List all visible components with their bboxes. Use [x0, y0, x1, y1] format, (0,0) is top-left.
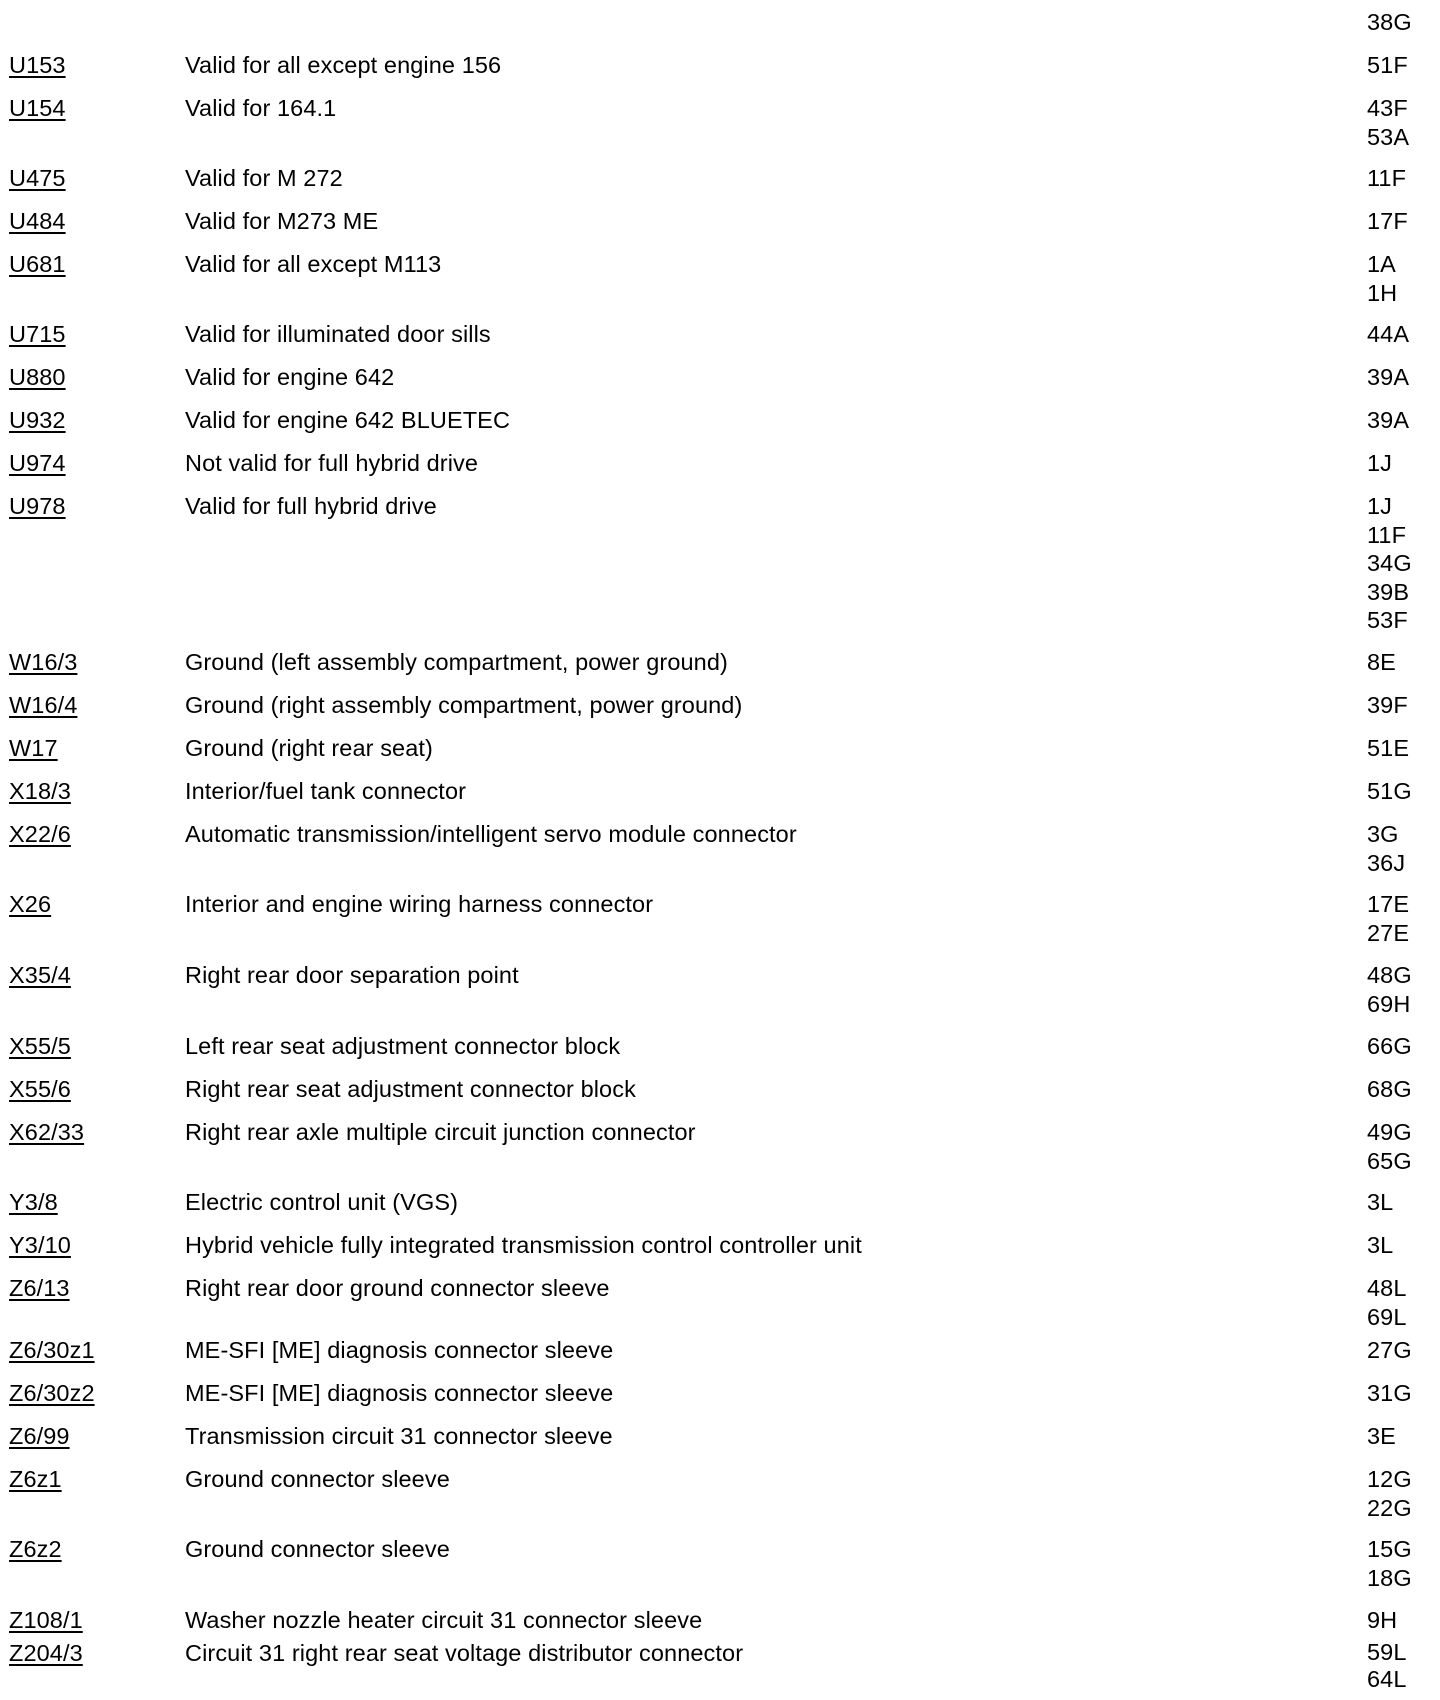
- component-description: Ground connector sleeve: [185, 1536, 450, 1562]
- component-code: [9, 961, 71, 990]
- component-description: Valid for illuminated door sills: [185, 321, 491, 347]
- component-description: Electric control unit (VGS): [185, 1189, 459, 1215]
- grid-ref[interactable]: 66G: [1367, 1033, 1412, 1059]
- component-code-link[interactable]: Z6/30z2: [9, 1380, 95, 1406]
- grid-ref[interactable]: 3E: [1367, 1423, 1396, 1449]
- grid-ref[interactable]: 1A: [1367, 251, 1396, 277]
- grid-ref[interactable]: 1H: [1367, 279, 1398, 306]
- grid-ref[interactable]: 39F: [1367, 692, 1408, 718]
- component-description: Valid for engine 642: [185, 364, 395, 390]
- grid-ref[interactable]: 59L: [1367, 1639, 1407, 1665]
- component-code: [9, 1075, 71, 1104]
- grid-ref[interactable]: 69L: [1367, 1303, 1407, 1330]
- component-code-link[interactable]: U715: [9, 321, 66, 347]
- grid-refs: [1367, 207, 1408, 236]
- grid-refs: [1367, 1231, 1393, 1260]
- grid-ref[interactable]: 49G: [1367, 1119, 1412, 1145]
- component-code: [9, 1422, 70, 1451]
- component-code-link[interactable]: Z6/30z1: [9, 1337, 95, 1363]
- grid-ref[interactable]: 39A: [1367, 364, 1410, 390]
- component-code: [9, 320, 66, 349]
- grid-refs: [1367, 1422, 1396, 1451]
- component-code-link[interactable]: Z204/3: [9, 1640, 83, 1666]
- grid-ref[interactable]: 31G: [1367, 1380, 1412, 1406]
- grid-refs: [1367, 8, 1412, 37]
- grid-ref[interactable]: 3L: [1367, 1232, 1394, 1258]
- component-description: ME-SFI [ME] diagnosis connector sleeve: [185, 1337, 614, 1363]
- component-code-link[interactable]: U880: [9, 364, 66, 390]
- component-code: [9, 691, 77, 720]
- grid-ref[interactable]: 68G: [1367, 1076, 1412, 1102]
- grid-ref[interactable]: 22G: [1367, 1494, 1412, 1521]
- component-code-link[interactable]: Z6/99: [9, 1423, 70, 1449]
- component-code-link[interactable]: U681: [9, 251, 66, 277]
- grid-refs: [1367, 164, 1406, 193]
- component-description: Valid for full hybrid drive: [185, 493, 437, 519]
- grid-ref[interactable]: 44A: [1367, 321, 1410, 347]
- component-description: Ground (left assembly compartment, power ground): [185, 649, 728, 675]
- component-description: Right rear door ground connector sleeve: [185, 1275, 610, 1301]
- grid-refs: [1367, 406, 1409, 435]
- component-description: Washer nozzle heater circuit 31 connector sleeve: [185, 1607, 703, 1633]
- component-code: [9, 94, 66, 123]
- grid-refs: [1367, 492, 1412, 635]
- component-code-link[interactable]: X18/3: [9, 778, 71, 804]
- grid-ref[interactable]: 1J: [1367, 493, 1393, 519]
- component-code-link[interactable]: X22/6: [9, 821, 71, 847]
- grid-ref[interactable]: 36J: [1367, 849, 1406, 876]
- component-code-link[interactable]: U154: [9, 95, 66, 121]
- component-code: [9, 890, 51, 919]
- grid-ref[interactable]: 17E: [1367, 891, 1410, 917]
- grid-refs: [1367, 1118, 1412, 1175]
- grid-ref[interactable]: 27G: [1367, 1337, 1412, 1363]
- component-code: [9, 1188, 58, 1217]
- grid-refs: [1367, 1535, 1412, 1592]
- component-description: Valid for engine 642 BLUETEC: [185, 407, 511, 433]
- grid-ref[interactable]: 15G: [1367, 1536, 1412, 1562]
- component-code-link[interactable]: Z6z1: [9, 1466, 62, 1492]
- component-code-link[interactable]: Z6/13: [9, 1275, 70, 1301]
- grid-refs: [1367, 1274, 1407, 1331]
- component-code-link[interactable]: X26: [9, 891, 52, 917]
- component-description: Hybrid vehicle fully integrated transmission control controller unit: [185, 1232, 862, 1258]
- component-description: Valid for all except engine 156: [185, 52, 502, 78]
- grid-refs: [1367, 1639, 1407, 1693]
- grid-ref[interactable]: 69H: [1367, 990, 1411, 1017]
- component-code: [9, 1606, 83, 1635]
- grid-ref[interactable]: 48G: [1367, 962, 1412, 988]
- grid-refs: [1367, 820, 1405, 877]
- component-code: [9, 820, 71, 849]
- component-code-link[interactable]: Z108/1: [9, 1607, 83, 1633]
- grid-refs: [1367, 1379, 1412, 1408]
- component-description: Ground (right assembly compartment, power ground): [185, 692, 743, 718]
- component-code-link[interactable]: W16/4: [9, 692, 78, 718]
- grid-ref[interactable]: 64L: [1367, 1666, 1407, 1692]
- component-code-link[interactable]: Y3/10: [9, 1232, 71, 1258]
- component-code-link[interactable]: X55/5: [9, 1033, 71, 1059]
- component-code: [9, 1231, 71, 1260]
- component-description: ME-SFI [ME] diagnosis connector sleeve: [185, 1380, 614, 1406]
- component-description: Interior and engine wiring harness connector: [185, 891, 654, 917]
- grid-ref[interactable]: 51E: [1367, 735, 1410, 761]
- grid-refs: [1367, 890, 1409, 947]
- grid-refs: [1367, 961, 1412, 1018]
- component-code: [9, 492, 66, 521]
- grid-ref[interactable]: 53A: [1367, 123, 1410, 150]
- grid-ref[interactable]: 39B: [1367, 578, 1410, 605]
- component-description: Valid for 164.1: [185, 95, 337, 121]
- grid-ref[interactable]: 34G: [1367, 550, 1412, 576]
- grid-refs: [1367, 250, 1397, 307]
- component-code-link[interactable]: U974: [9, 450, 66, 476]
- component-code-link[interactable]: Z6z2: [9, 1536, 62, 1562]
- grid-ref[interactable]: 11F: [1367, 521, 1407, 548]
- grid-ref[interactable]: 48L: [1367, 1275, 1407, 1301]
- component-code-link[interactable]: X35/4: [9, 962, 71, 988]
- grid-ref[interactable]: 43F: [1367, 95, 1408, 121]
- component-description: Transmission circuit 31 connector sleeve: [185, 1423, 613, 1449]
- component-description: Automatic transmission/intelligent servo module connector: [185, 821, 797, 847]
- component-code-link[interactable]: X62/33: [9, 1119, 85, 1145]
- component-description: Right rear axle multiple circuit junction connector: [185, 1119, 696, 1145]
- component-description: Interior/fuel tank connector: [185, 778, 467, 804]
- grid-refs: [1367, 320, 1409, 349]
- grid-ref[interactable]: 38G: [1367, 9, 1412, 35]
- grid-refs: [1367, 691, 1408, 720]
- grid-ref[interactable]: 11F: [1367, 165, 1407, 191]
- component-code: [9, 648, 77, 677]
- grid-refs: [1367, 1336, 1412, 1365]
- grid-refs: [1367, 777, 1412, 806]
- component-description: Right rear seat adjustment connector block: [185, 1076, 636, 1102]
- grid-ref[interactable]: 65G: [1367, 1147, 1412, 1174]
- grid-ref[interactable]: 39A: [1367, 407, 1410, 433]
- grid-refs: [1367, 51, 1408, 80]
- component-description: Circuit 31 right rear seat voltage distributor connector: [185, 1640, 744, 1666]
- grid-refs: [1367, 449, 1392, 478]
- component-code-link[interactable]: U475: [9, 165, 66, 191]
- grid-ref[interactable]: 18G: [1367, 1564, 1412, 1591]
- grid-ref[interactable]: 17F: [1367, 208, 1408, 234]
- grid-refs: [1367, 363, 1409, 392]
- component-code: [9, 1379, 95, 1408]
- grid-ref[interactable]: 3G: [1367, 821, 1399, 847]
- grid-ref[interactable]: 27E: [1367, 919, 1410, 946]
- grid-refs: [1367, 1075, 1412, 1104]
- component-code: [9, 207, 66, 236]
- component-description: Not valid for full hybrid drive: [185, 450, 479, 476]
- component-code-link[interactable]: U932: [9, 407, 66, 433]
- component-description: Ground (right rear seat): [185, 735, 433, 761]
- grid-ref[interactable]: 12G: [1367, 1466, 1412, 1492]
- component-code-link[interactable]: Y3/8: [9, 1189, 58, 1215]
- component-code: [9, 363, 66, 392]
- grid-refs: [1367, 94, 1409, 151]
- grid-ref[interactable]: 1J: [1367, 450, 1393, 476]
- component-code: [9, 164, 66, 193]
- component-code-link[interactable]: U153: [9, 52, 66, 78]
- component-code: [9, 1535, 62, 1564]
- component-description: Valid for M273 ME: [185, 208, 379, 234]
- component-description: Ground connector sleeve: [185, 1466, 450, 1492]
- grid-refs: [1367, 648, 1396, 677]
- grid-ref[interactable]: 51F: [1367, 52, 1408, 78]
- grid-refs: [1367, 1188, 1393, 1217]
- component-code: [9, 734, 58, 763]
- component-code: [9, 51, 66, 80]
- component-code-link[interactable]: W16/3: [9, 649, 78, 675]
- component-code: [9, 449, 66, 478]
- grid-ref[interactable]: 53F: [1367, 607, 1408, 633]
- component-description: Left rear seat adjustment connector block: [185, 1033, 621, 1059]
- grid-ref[interactable]: 8E: [1367, 649, 1396, 675]
- component-code: [9, 1118, 84, 1147]
- component-code-link[interactable]: W17: [9, 735, 58, 761]
- grid-ref[interactable]: 3L: [1367, 1189, 1394, 1215]
- component-code: [9, 777, 71, 806]
- grid-ref[interactable]: 51G: [1367, 778, 1412, 804]
- component-code: [9, 406, 66, 435]
- component-code: [9, 1032, 71, 1061]
- component-code: [9, 1274, 70, 1303]
- component-description: Valid for M 272: [185, 165, 343, 191]
- component-code-link[interactable]: U484: [9, 208, 66, 234]
- grid-ref[interactable]: 9H: [1367, 1607, 1398, 1633]
- component-code: [9, 1639, 83, 1668]
- component-code-link[interactable]: U978: [9, 493, 66, 519]
- component-description: Valid for all except M113: [185, 251, 442, 277]
- component-code-link[interactable]: X55/6: [9, 1076, 71, 1102]
- component-description: Right rear door separation point: [185, 962, 519, 988]
- component-code: [9, 250, 66, 279]
- component-code: [9, 1336, 95, 1365]
- component-code: [9, 1465, 62, 1494]
- grid-refs: [1367, 734, 1409, 763]
- grid-refs: [1367, 1032, 1412, 1061]
- grid-refs: [1367, 1606, 1397, 1635]
- grid-refs: [1367, 1465, 1412, 1522]
